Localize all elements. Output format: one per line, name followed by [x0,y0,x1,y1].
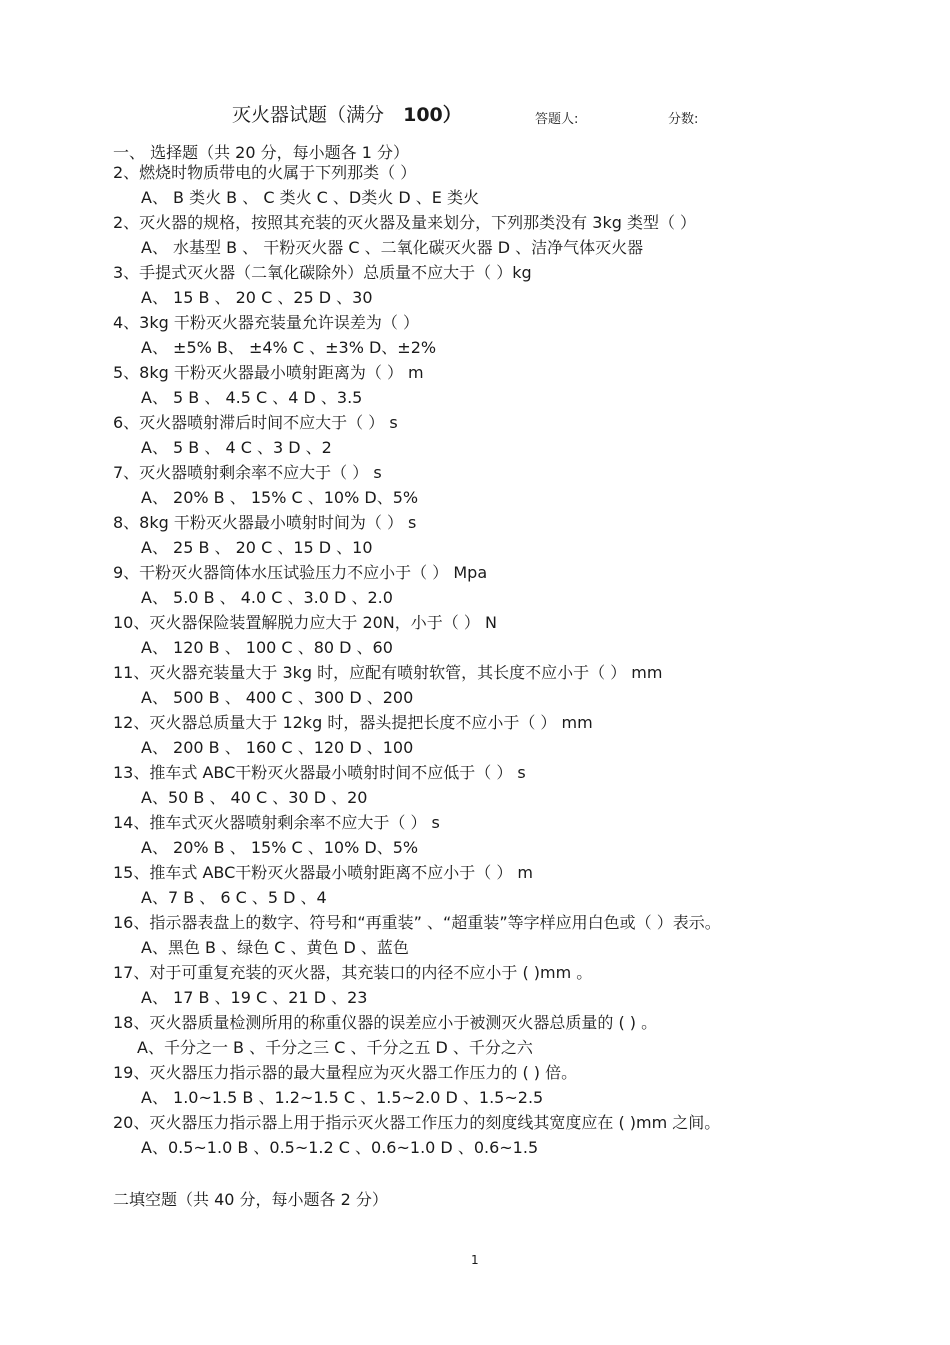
question-options: A、0.5~1.0 B 、0.5~1.2 C 、0.6~1.0 D 、0.6~1.5 [141,1138,539,1157]
question-text: 5、8kg 干粉灭火器最小喷射距离为（ ） m [113,363,424,382]
question-text: 11、灭火器充装量大于 3kg 时，应配有喷射软管，其长度不应小于（ ） mm [113,663,663,682]
question-options: A、 20% B 、 15% C 、10% D、5% [141,838,419,857]
question-options: A、 15 B 、 20 C 、25 D 、30 [141,288,373,307]
question-text: 18、灭火器质量检测所用的称重仪器的误差应小于被测灭火器总质量的 ( ) 。 [113,1013,658,1032]
question-text: 8、8kg 干粉灭火器最小喷射时间为（ ） s [113,513,417,532]
question-text: 4、3kg 干粉灭火器充装量允许误差为（ ） [113,313,419,332]
question-text: 2、燃烧时物质带电的火属于下列那类（ ） [113,163,417,182]
question-text: 13、推车式 ABC干粉灭火器最小喷射时间不应低于（ ） s [113,763,526,782]
question-text: 10、灭火器保险装置解脱力应大于 20N，小于（ ） N [113,613,497,632]
question-list [113,160,943,1160]
section1-heading: 一、 选择题（共 20 分，每小题各 1 分） [113,143,409,162]
question-text: 3、手提式灭火器（二氧化碳除外）总质量不应大于（ ）kg [113,263,532,282]
section2-heading: 二填空题（共 40 分，每小题各 2 分） [113,1190,388,1209]
question-text: 12、灭火器总质量大于 12kg 时，器头提把长度不应小于（ ） mm [113,713,593,732]
question-text: 6、灭火器喷射滞后时间不应大于（ ） s [113,413,398,432]
examinee-label: 答题人: [535,112,579,127]
question-options: A、 1.0~1.5 B 、1.2~1.5 C 、1.5~2.0 D 、1.5~2.5 [141,1088,544,1107]
question-text: 20、灭火器压力指示器上用于指示灭火器工作压力的刻度线其宽度应在 ( )mm 之间。 [113,1113,721,1132]
exam-total-score: 100） [403,104,462,126]
question-text: 17、对于可重复充装的灭火器，其充装口的内径不应小于 ( )mm 。 [113,963,593,982]
exam-title [232,100,462,127]
question-text: 19、灭火器压力指示器的最大量程应为灭火器工作压力的 ( ) 倍。 [113,1063,578,1082]
question-text: 2、灭火器的规格，按照其充装的灭火器及量来划分，下列那类没有 3kg 类型（ ） [113,213,697,232]
question-options: A、 B 类火 B 、 C 类火 C 、D类火 D 、E 类火 [141,188,479,207]
question-options: A、 5.0 B 、 4.0 C 、3.0 D 、2.0 [141,588,393,607]
question-text: 16、指示器表盘上的数字、符号和“再重装” 、“超重装”等字样应用白色或（ ）表示。 [113,913,721,932]
exam-title-text: 灭火器试题（满分 [232,104,385,126]
question-options: A、 120 B 、 100 C 、80 D 、60 [141,638,393,657]
question-options: A、 25 B 、 20 C 、15 D 、10 [141,538,373,557]
question-options: A、 200 B 、 160 C 、120 D 、100 [141,738,414,757]
question-options: A、千分之一 B 、千分之三 C 、千分之五 D 、千分之六 [137,1038,533,1057]
question-text: 15、推车式 ABC干粉灭火器最小喷射距离不应小于（ ） m [113,863,534,882]
question-text: 9、干粉灭火器筒体水压试验压力不应小于（ ） Mpa [113,563,488,582]
question-options: A、 5 B 、 4.5 C 、4 D 、3.5 [141,388,363,407]
question-text: 7、灭火器喷射剩余率不应大于（ ） s [113,463,382,482]
question-options: A、 水基型 B 、 干粉灭火器 C 、二氧化碳灭火器 D 、洁净气体灭火器 [141,238,644,257]
question-options: A、 ±5% B、 ±4% C 、±3% D、±2% [141,338,437,357]
question-options: A、50 B 、 40 C 、30 D 、20 [141,788,368,807]
question-options: A、7 B 、 6 C 、5 D 、4 [141,888,327,907]
question-options: A、 20% B 、 15% C 、10% D、5% [141,488,419,507]
question-options: A、 500 B 、 400 C 、300 D 、200 [141,688,414,707]
score-label: 分数: [668,112,699,127]
page-number: 1 [471,1253,479,1267]
question-options: A、 5 B 、 4 C 、3 D 、2 [141,438,332,457]
question-text: 14、推车式灭火器喷射剩余率不应大于（ ） s [113,813,440,832]
question-options: A、黑色 B 、绿色 C 、黄色 D 、蓝色 [141,938,409,957]
question-options: A、 17 B 、19 C 、21 D 、23 [141,988,368,1007]
